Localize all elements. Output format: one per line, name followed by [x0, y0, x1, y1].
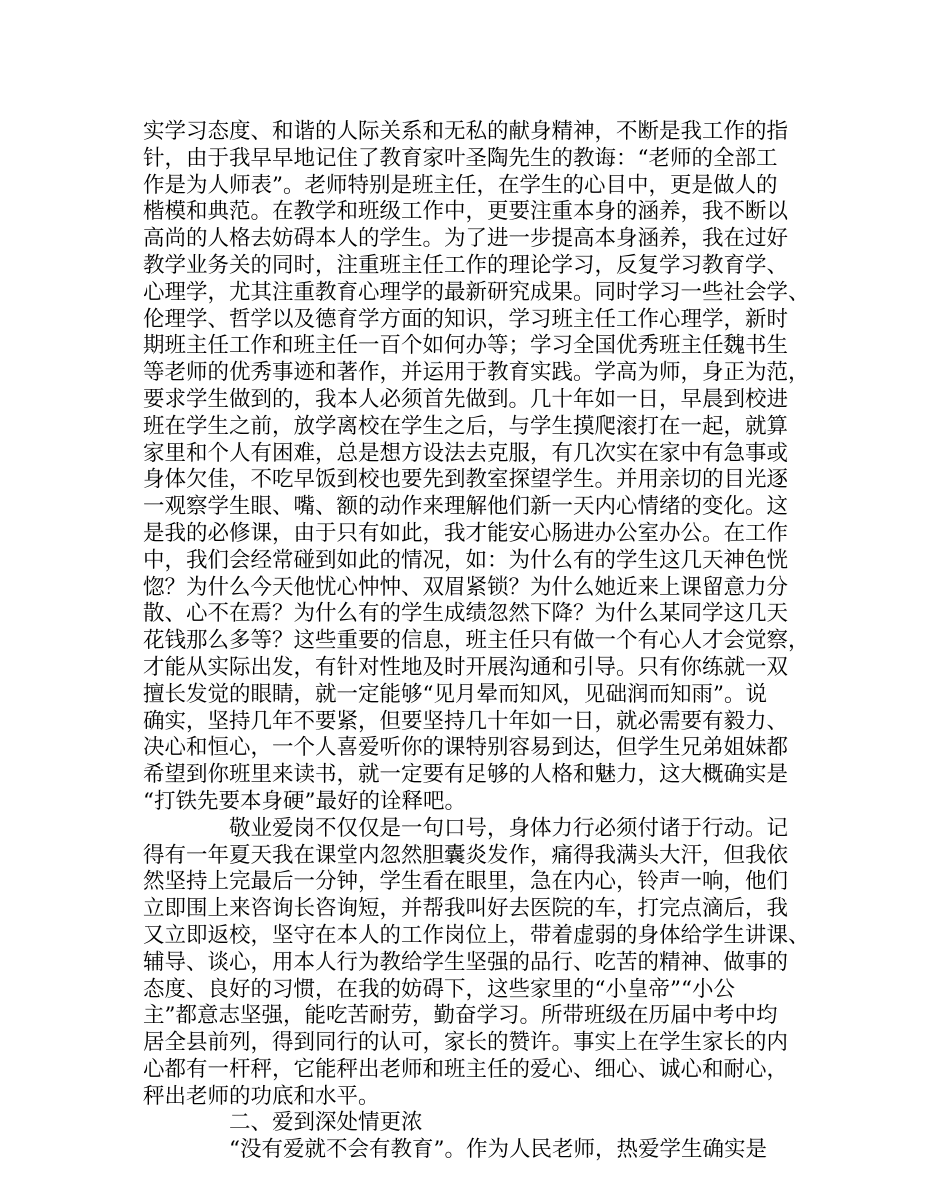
text-line: 确实，坚持几年不要紧，但要坚持几十年如一日，就必需要有毅力、: [143, 708, 789, 734]
text-line: 花钱那么多等？这些重要的信息，班主任只有做一个有心人才会觉察，: [143, 628, 810, 654]
text-line: “打铁先要本身硬”最好的诠释吧。: [143, 788, 466, 814]
text-line: 主”都意志坚强，能吃苦耐劳，勤奋学习。所带班级在历届中考中均: [143, 1003, 778, 1029]
text-line: “没有爱就不会有教育”。作为人民老师，热爱学生确实是: [143, 1137, 767, 1163]
text-line: 楷模和典范。在教学和班级工作中，更要注重本身的涵养，我不断以: [143, 199, 789, 225]
text-line: 教学业务关的同时，注重班主任工作的理论学习，反复学习教育学、: [143, 252, 789, 278]
text-line: 才能从实际出发，有针对性地及时开展沟通和引导。只有你练就一双: [143, 654, 789, 680]
text-line: 希望到你班里来读书，就一定要有足够的人格和魅力，这大概确实是: [143, 762, 789, 788]
text-line: 居全县前列，得到同行的认可，家长的赞许。事实上在学生家长的内: [143, 1030, 789, 1056]
text-line: 然坚持上完最后一分钟，学生看在眼里，急在内心，铃声一响，他们: [143, 869, 789, 895]
text-line: 擅长发觉的眼睛，就一定能够“见月晕而知风，见础润而知雨”。说: [143, 681, 767, 707]
text-line: 敬业爱岗不仅仅是一句口号，身体力行必须付诸于行动。记: [143, 815, 789, 841]
text-line: 是我的必修课，由于只有如此，我才能安心肠进办公室办公。在工作: [143, 520, 789, 546]
text-line: 又立即返校，坚守在本人的工作岗位上，带着虚弱的身体给学生讲课、: [143, 922, 810, 948]
text-line: 得有一年夏天我在课堂内忽然胆囊炎发作，痛得我满头大汗，但我依: [143, 842, 789, 868]
text-line: 二、爱到深处情更浓: [143, 1110, 423, 1136]
text-line: 期班主任工作和班主任一百个如何办等；学习全国优秀班主任魏书生: [143, 333, 789, 359]
text-line: 伦理学、哲学以及德育学方面的知识，学习班主任工作心理学，新时: [143, 306, 789, 332]
text-line: 高尚的人格去妨碍本人的学生。为了进一步提高本身涵养，我在过好: [143, 226, 789, 252]
text-line: 针，由于我早早地记住了教育家叶圣陶先生的教诲：“老师的全部工: [143, 145, 778, 171]
text-line: 惚？为什么今天他忧心忡忡、双眉紧锁？为什么她近来上课留意力分: [143, 574, 789, 600]
text-line: 作是为人师表”。老师特别是班主任，在学生的心目中，更是做人的: [143, 172, 778, 198]
text-line: 决心和恒心，一个人喜爱听你的课特别容易到达，但学生兄弟姐妹都: [143, 735, 789, 761]
text-line: 中，我们会经常碰到如此的情况，如：为什么有的学生这几天神色恍: [143, 547, 789, 573]
text-line: 一观察学生眼、嘴、额的动作来理解他们新一天内心情绪的变化。这: [143, 494, 789, 520]
text-line: 家里和个人有困难，总是想方设法去克服，有几次实在家中有急事或: [143, 440, 789, 466]
body-text: [143, 119, 823, 1164]
text-line: 身体欠佳，不吃早饭到校也要先到教室探望学生。并用亲切的目光逐: [143, 467, 789, 493]
text-line: 心都有一杆秤，它能秤出老师和班主任的爱心、细心、诚心和耐心，: [143, 1056, 789, 1082]
text-line: 散、心不在焉？为什么有的学生成绩忽然下降？为什么某同学这几天: [143, 601, 789, 627]
text-line: 班在学生之前，放学离校在学生之后，与学生摸爬滚打在一起，就算: [143, 413, 789, 439]
text-line: 要求学生做到的，我本人必须首先做到。几十年如一日，早晨到校进: [143, 386, 789, 412]
text-line: 立即围上来咨询长咨询短，并帮我叫好去医院的车，打完点滴后，我: [143, 896, 789, 922]
text-line: 态度、良好的习惯，在我的妨碍下，这些家里的“小皇帝”“小公: [143, 976, 735, 1002]
text-line: 辅导、谈心，用本人行为教给学生坚强的品行、吃苦的精神、做事的: [143, 949, 789, 975]
text-line: 秤出老师的功底和水平。: [143, 1083, 380, 1109]
text-line: 心理学，尤其注重教育心理学的最新研究成果。同时学习一些社会学、: [143, 279, 810, 305]
text-line: 等老师的优秀事迹和著作，并运用于教育实践。学高为师，身正为范，: [143, 360, 810, 386]
text-line: 实学习态度、和谐的人际关系和无私的献身精神，不断是我工作的指: [143, 119, 789, 144]
